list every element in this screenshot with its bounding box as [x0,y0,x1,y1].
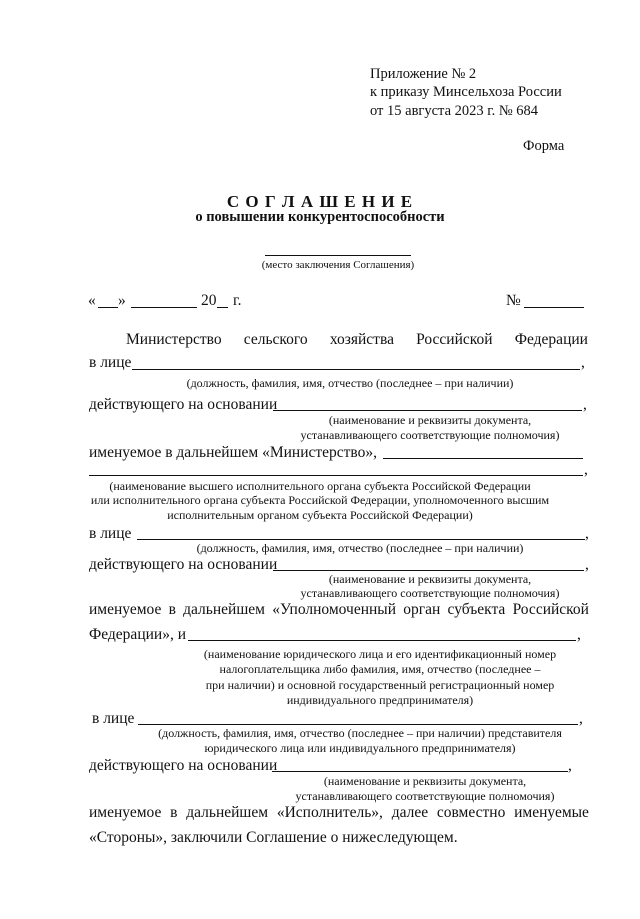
order-date-line: от 15 августа 2023 г. № 684 [370,103,539,119]
in-person-label-1: в лице [89,354,132,371]
final-line: «Стороны», заключили Соглашение о нижеследующем. [89,829,458,846]
note-doc-3a: (наименование и реквизиты документа, [323,774,527,788]
ministry-word-5: Федерации [514,331,588,348]
month-field-line[interactable] [131,307,197,308]
comma: , [583,396,587,413]
note-entity-3: при наличии) и основной государственный регистрационный номер [205,678,555,692]
note-doc-2a: (наименование и реквизиты документа, [328,572,532,586]
exec-word-7: именуемые [514,804,589,821]
federation-and: Федерации», и [89,626,186,643]
auth-word-3: дальнейшем [183,601,265,618]
auth-word-4: «Уполномоченный [272,601,397,618]
ministry-official-line[interactable] [132,369,580,370]
note-doc-1b: устанавливающего соответствующие полномочия) [300,428,560,442]
ministry-word-3: хозяйства [329,331,394,348]
form-label: Форма [523,138,565,154]
region-body-line-a[interactable] [383,458,583,459]
in-person-label-3: в лице [92,710,135,727]
ministry-word-4: Российской [416,331,493,348]
executor-basis-line[interactable] [272,771,568,772]
acting-basis-label-1: действующего на основании [89,396,278,413]
ministry-word-1: Министерство [126,331,222,348]
note-doc-2b: устанавливающего соответствующие полномочия) [300,586,560,600]
note-region-2: или исполнительного органа субъекта Российской Федерации, уполномоченного высшим [90,493,550,507]
place-field-line[interactable] [265,255,411,256]
exec-word-2: в [170,804,178,821]
comma: , [584,461,588,478]
auth-word-6: субъекта [447,601,506,618]
region-basis-line[interactable] [273,570,584,571]
note-official-2: (должность, фамилия, имя, отчество (последнее – при наличии) [196,541,524,555]
exec-word-1: именуемое [89,804,162,821]
region-body-line-b[interactable] [89,475,583,476]
year-prefix: 20 [201,292,217,309]
note-official-1: (должность, фамилия, имя, отчество (последнее – при наличии) [186,376,514,390]
executor-line [89,804,589,822]
exec-word-6: совместно [436,804,506,821]
note-rep-1: (должность, фамилия, имя, отчество (последнее – при наличии) представителя [158,726,562,740]
comma: , [581,354,585,371]
year-suffix: г. [233,292,242,309]
comma: , [579,710,583,727]
day-field-line[interactable] [98,307,118,308]
place-note: (место заключения Соглашения) [261,259,415,271]
executor-rep-line[interactable] [138,724,578,725]
auth-word-7: Российской [512,601,589,618]
appendix-label: Приложение № 2 [370,66,477,82]
year-field-line[interactable] [217,307,228,308]
exec-word-3: дальнейшем [186,804,269,821]
ministry-line [126,331,588,349]
ministry-word-2: сельского [243,331,308,348]
region-official-line[interactable] [137,539,585,540]
quote-open: « [88,292,96,309]
comma: , [568,757,572,774]
acting-basis-label-2: действующего на основании [89,556,278,573]
agreement-number-line[interactable] [524,307,584,308]
auth-word-1: именуемое [89,601,162,618]
quote-close: » [118,292,126,309]
auth-word-2: в [168,601,176,618]
comma: , [585,525,589,542]
note-entity-4: индивидуального предпринимателя) [286,693,474,707]
executor-name-line[interactable] [188,640,576,641]
ministry-basis-line[interactable] [273,410,582,411]
auth-word-5: орган [403,601,441,618]
order-line: к приказу Минсельхоза России [370,84,562,100]
note-region-1: (наименование высшего исполнительного органа субъекта Российской Федерации [109,479,531,493]
in-person-label-2: в лице [89,525,132,542]
note-doc-3b: устанавливающего соответствующие полномочия) [295,789,555,803]
number-sign: № [506,292,521,309]
hereinafter-ministry: именуемое в дальнейшем «Министерство», [89,444,378,461]
comma: , [577,626,581,643]
exec-word-5: далее [391,804,429,821]
note-entity-2: налогоплательщика либо фамилия, имя, отчество (последнее – [219,662,541,676]
acting-basis-label-3: действующего на основании [89,757,278,774]
exec-word-4: «Исполнитель», [276,804,383,821]
document-title: С О Г Л А Ш Е Н И Е [226,192,414,211]
comma: , [585,556,589,573]
note-doc-1a: (наименование и реквизиты документа, [328,413,532,427]
note-rep-2: юридического лица или индивидуального предпринимателя) [204,741,516,755]
authorized-body-line [89,601,589,619]
note-entity-1: (наименование юридического лица и его идентификационный номер [203,647,557,661]
note-region-3: исполнительным органом субъекта Российской Федерации) [167,508,473,522]
document-subtitle: о повышении конкурентоспособности [195,209,445,225]
